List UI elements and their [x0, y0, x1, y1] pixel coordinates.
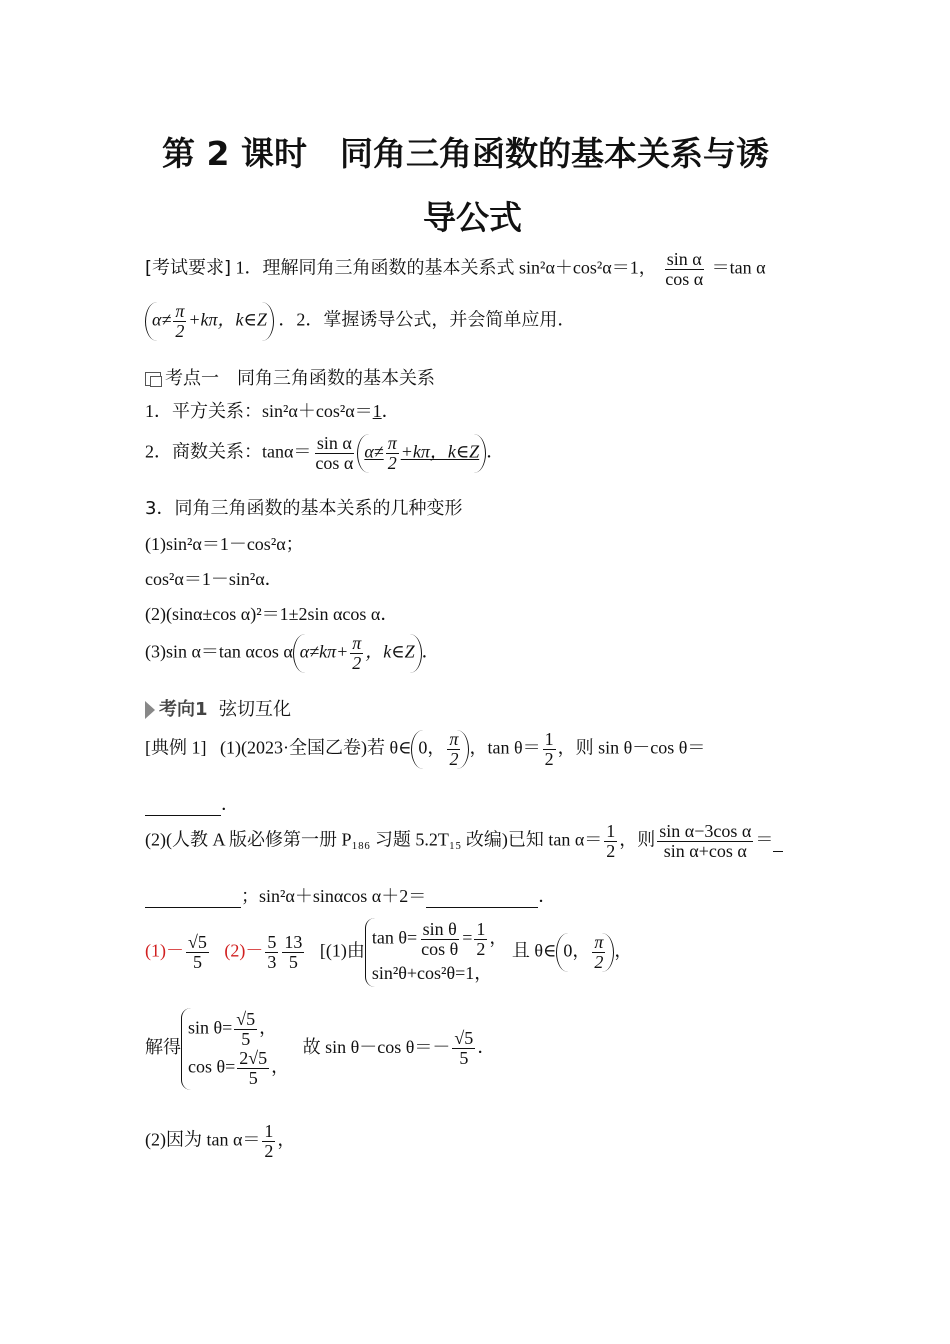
example2-line2 — [145, 882, 556, 908]
system2-sin: sin θ= — [188, 1017, 233, 1038]
requirements-label: [考试要求] — [145, 257, 232, 279]
example2-line1 — [145, 822, 783, 861]
half-denominator: 2 — [606, 840, 616, 861]
solution1-and: 且 θ∈ — [511, 940, 557, 961]
answer2b-denominator: 5 — [288, 951, 298, 972]
solution1-start: [(1)由 — [319, 940, 365, 961]
half-denominator: 2 — [544, 748, 554, 769]
variant-1a: (1)sin²α＝1－cos²α； — [145, 534, 304, 554]
system2-comma: ， — [259, 1017, 278, 1038]
condition-rest: +kπ，k∈Z — [188, 309, 267, 330]
pi-denominator: 2 — [449, 748, 459, 769]
example1-line2 — [145, 790, 239, 816]
square-relation — [145, 397, 400, 423]
quotient-condition — [357, 434, 486, 473]
system2-cos: cos θ= — [188, 1056, 236, 1077]
system2-comma: ， — [271, 1056, 290, 1077]
section2-heading — [145, 695, 291, 721]
answer1-denominator: 5 — [192, 951, 202, 972]
example2-then: ，则 — [619, 829, 656, 850]
example1-line1 — [145, 730, 705, 769]
variant-1b: cos²α＝1－sin²α． — [145, 569, 283, 589]
answer2a-denominator: 3 — [267, 951, 277, 972]
answer2-label: (2)－ — [224, 940, 264, 961]
page-title-line1: 第 2 课时 同角三角函数的基本关系与诱 — [162, 134, 769, 173]
square-relation-answer: 1 — [372, 401, 382, 421]
solution-line2 — [145, 1008, 495, 1090]
requirements-condition — [145, 302, 274, 341]
system1-denominator: cos θ — [421, 938, 459, 959]
condition-rest: +kπ，k∈Z — [400, 441, 480, 462]
final-end: ． — [477, 1036, 496, 1057]
therefore-text: 故 sin θ－cos θ＝－ — [302, 1036, 451, 1057]
requirements-item1: 1．理解同角三角函数的基本关系式 sin²α＋cos²α＝1， — [235, 257, 657, 278]
quotient-relation — [145, 434, 504, 473]
square-relation-text: 1．平方关系：sin²α＋cos²α＝ — [145, 401, 373, 421]
requirements-fraction — [663, 250, 705, 289]
example2-equals: ＝ — [755, 829, 774, 850]
requirements-line1 — [145, 250, 766, 289]
solution1-end: ， — [614, 940, 633, 961]
pi-denominator: 2 — [387, 452, 397, 473]
answer2a-numerator: 5 — [267, 932, 277, 952]
system1-tan: tan θ= — [371, 927, 418, 948]
example1-end: ． — [221, 794, 239, 814]
example2-end: ． — [538, 886, 557, 906]
quotient-relation-text: 2．商数关系：tanα＝ — [145, 441, 312, 462]
condition-alpha: α≠ — [152, 309, 172, 330]
fraction-numerator: sin α — [316, 433, 352, 453]
example2-second: ；sin²α＋sinαcos α＋2＝ — [241, 886, 427, 906]
condition-alpha: α≠ — [364, 441, 384, 462]
requirements-item2: ．2．掌握诱导公式，并会简单应用． — [278, 309, 576, 330]
example1-interval — [411, 730, 469, 769]
final-numerator: √5 — [454, 1028, 474, 1049]
condition-alpha: α≠kπ+ — [299, 641, 349, 662]
variant-3-end: ． — [421, 641, 440, 662]
solution-line1 — [145, 918, 632, 987]
solution2-line — [145, 1122, 295, 1161]
fraction-denominator: cos α — [315, 452, 354, 473]
section-arrow-icon — [145, 701, 155, 719]
solution2-text: (2)因为 tan α＝ — [145, 1129, 261, 1150]
pi-numerator: π — [449, 729, 459, 749]
pi-denominator: 2 — [352, 652, 362, 673]
half-numerator: 1 — [264, 1121, 274, 1141]
variants-heading: 3．同角三角函数的基本关系的几种变形 — [145, 498, 463, 519]
section2-heading-text: 弦切互化 — [218, 699, 291, 720]
system1-line2: sin²θ+cos²θ=1， — [371, 962, 493, 983]
final-denominator: 5 — [459, 1048, 469, 1069]
answer-blank-3[interactable] — [426, 886, 538, 908]
solution1-interval — [556, 933, 614, 972]
fraction-denominator: cos α — [665, 268, 704, 289]
system1-numerator: sin θ — [422, 919, 457, 939]
section1-heading — [145, 364, 435, 390]
example1-text: (1)(2023·全国乙卷)若 θ∈ — [220, 737, 412, 758]
square-relation-end: ． — [381, 401, 400, 421]
system-2 — [181, 1008, 289, 1090]
condition-rest: ，k∈Z — [365, 641, 415, 662]
section2-tag: 考向1 — [159, 699, 208, 720]
variant-3 — [145, 634, 440, 673]
pi-numerator: π — [352, 633, 362, 653]
interval-start: 0， — [563, 940, 591, 961]
pi-numerator: π — [387, 433, 397, 453]
section-tag-icon — [145, 372, 161, 386]
half-numerator: 1 — [544, 729, 554, 749]
solved-label: 解得 — [145, 1036, 181, 1057]
quotient-relation-end: ． — [486, 441, 505, 462]
answer1-label: (1)－ — [145, 940, 184, 961]
example1-tan: ，tan θ＝ — [469, 737, 541, 758]
system-1 — [365, 918, 508, 987]
system2-sin-numerator: √5 — [236, 1009, 256, 1029]
system2-sin-denominator: 5 — [241, 1028, 251, 1049]
half-denominator: 2 — [264, 1140, 274, 1161]
half-numerator: 1 — [476, 919, 486, 939]
variant-3-text: (3)sin α＝tan αcos α — [145, 641, 293, 662]
half-denominator: 2 — [476, 938, 486, 959]
variant-3-condition — [293, 634, 422, 673]
page-title-line2: 导公式 — [423, 198, 522, 237]
answer-blank-2a[interactable] — [773, 830, 783, 852]
ratio-numerator: sin α−3cos α — [659, 821, 752, 841]
example-label: [典例 1] — [145, 737, 207, 758]
section1-heading-text: 考点一 同角三角函数的基本关系 — [165, 368, 435, 389]
system1-equals: = — [462, 927, 473, 948]
answer-blank-2b[interactable] — [145, 886, 241, 908]
requirements-line2 — [145, 302, 575, 341]
pi-numerator: π — [594, 932, 604, 952]
answer-blank-1[interactable] — [145, 794, 221, 816]
requirements-tan: ＝tan α — [711, 257, 766, 278]
answer1-numerator: √5 — [188, 932, 207, 952]
half-numerator: 1 — [606, 821, 616, 841]
pi-denominator: 2 — [594, 951, 604, 972]
answer2b-numerator: 13 — [284, 932, 303, 952]
pi-denominator: 2 — [175, 320, 185, 341]
ratio-denominator: sin α+cos α — [663, 840, 747, 861]
pi-numerator: π — [175, 301, 185, 321]
solution2-end: ， — [277, 1129, 296, 1150]
fraction-numerator: sin α — [666, 249, 702, 269]
variant-2: (2)(sinα±cos α)²＝1±2sin αcos α． — [145, 604, 399, 624]
system2-cos-denominator: 5 — [248, 1067, 258, 1088]
example1-question: ，则 sin θ－cos θ＝ — [557, 737, 706, 758]
interval-start: 0， — [418, 737, 446, 758]
example2-text: (2)(人教 A 版必修第一册 P₁₈₆ 习题 5.2T₁₅ 改编)已知 tan α＝ — [145, 829, 603, 850]
system2-cos-numerator: 2√5 — [239, 1047, 268, 1068]
system1-comma: ， — [489, 927, 508, 948]
